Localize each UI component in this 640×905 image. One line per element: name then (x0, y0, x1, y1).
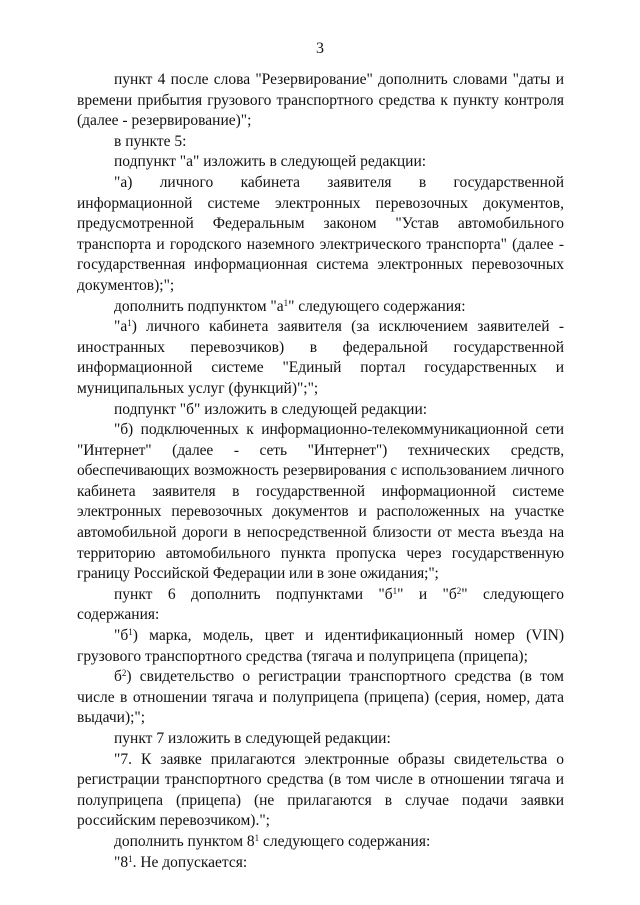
paragraph-point-8-1-text (77, 853, 564, 874)
superscript: 1 (283, 297, 289, 308)
paragraph-point-4: пункт 4 после слова "Резервирование" дополнить словами "даты и времени прибытия грузового транспортного средства к пункту контроля (далее - резервирование)"; (77, 71, 564, 130)
text-part: "б (114, 627, 129, 645)
paragraph-subpoint-a-intro: подпункт "а" изложить в следующей редакции: (114, 153, 427, 171)
text-part: " и "б (397, 585, 457, 603)
superscript: 1 (128, 627, 133, 638)
text-part: следующего содержания: (259, 832, 431, 850)
paragraph-add-8-1-intro (77, 832, 564, 853)
page-number: 3 (316, 40, 324, 57)
text-part: "8 (114, 853, 129, 871)
paragraph-point-7-text: "7. К заявке прилагаются электронные образы свидетельства о регистрации транспортного средства (в том числе в отношении тягача и полуприцепа (прицепа) (не прилагаются в случае подачи заявки российским перевозчиком)."; (77, 750, 564, 830)
text-part: дополнить подпунктом "а (114, 297, 284, 315)
text-part: ) марка, модель, цвет и идентификационный номер (VIN) грузового транспортного средства (тягача и полуприцепа (прицепа); (77, 627, 564, 665)
superscript: 1 (392, 585, 398, 596)
superscript: 2 (456, 585, 462, 596)
paragraph-subpoint-a-text: "а) личного кабинета заявителя в государственной информационной системе электронных перевозочных документов, предусмотренной Федеральным законом "Устав автомобильного транспорта и городского наземного электрического транспорта" (далее - государственная информационная система электронных перевозочных документов);"; (77, 173, 564, 294)
text-part: "а (114, 318, 128, 336)
paragraph-subpoint-b-text: "б) подключенных к информационно-телекоммуникационной сети "Интернет" (далее - сеть "Интернет") технических средств, обеспечивающих возможность резервирования с использованием личного кабинета заявителя в государственной информационной системе электронных перевозочных документов и расположенных на участке автомобильной дороги в непосредственной близости от места въезда на территорию автомобильного пункта пропуска через государственную границу Российской Федерации или в зоне ожидания;"; (77, 421, 564, 583)
paragraph-subpoint-a1-text (77, 317, 564, 399)
paragraph-subpoint-b1-text (77, 626, 564, 667)
paragraph-point-6-intro (77, 585, 564, 626)
text-part: ) личного кабинета заявителя (за исключением заявителей - иностранных перевозчиков) в федеральной государственной информационной системе "Единый портал государственных и муниципальных услуг (функций)";"; (77, 318, 564, 397)
superscript: 2 (121, 668, 127, 679)
document-body (77, 70, 564, 873)
text-part: дополнить пунктом 8 (114, 832, 255, 850)
text-part: " следующего содержания: (288, 297, 466, 315)
paragraph-point-5-intro: в пункте 5: (114, 132, 187, 150)
text-part: " следующего содержания: (77, 585, 564, 624)
text-part: б (114, 668, 122, 686)
superscript: 1 (127, 318, 132, 329)
paragraph-subpoint-b-intro: подпункт "б" изложить в следующей редакции: (114, 400, 428, 418)
text-part: ) свидетельство о регистрации транспортного средства (в том числе в отношении тягача и полуприцепа (прицепа) (серия, номер, дата выдачи);"; (77, 668, 564, 727)
paragraph-add-a1-intro (77, 297, 564, 318)
paragraph-subpoint-b2-text (77, 667, 564, 729)
superscript: 1 (128, 853, 133, 864)
text-part: пункт 6 дополнить подпунктами "б (114, 585, 393, 603)
text-part: . Не допускается: (132, 853, 248, 871)
paragraph-point-7-intro: пункт 7 изложить в следующей редакции: (114, 730, 391, 747)
superscript: 1 (254, 832, 260, 843)
